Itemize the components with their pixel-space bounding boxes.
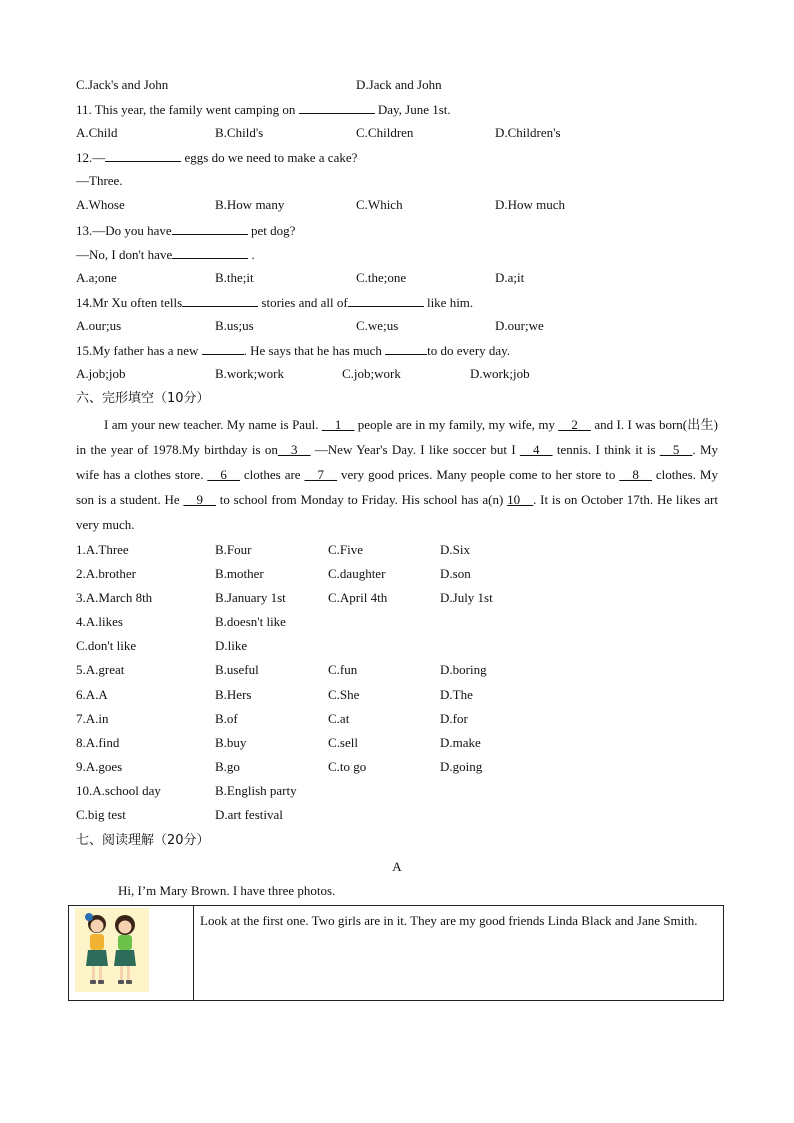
- q14-text-pre: 14.Mr Xu often tells: [76, 295, 183, 310]
- cloze-blank-3: __3__: [277, 442, 311, 457]
- q12-option-b: B.How many: [215, 197, 285, 212]
- q12-answer-line: —Three.: [76, 173, 123, 188]
- cloze-q2-option-a: 2.A.brother: [76, 566, 136, 581]
- q15-text-pre: 15.My father has a new: [76, 343, 202, 358]
- q13-line-2: [76, 246, 255, 263]
- q12-option-c: C.Which: [356, 197, 403, 212]
- cloze-text: tennis. I think it is: [552, 442, 660, 457]
- cloze-q1-option-d: D.Six: [440, 542, 470, 557]
- cloze-q8-option-b: B.buy: [215, 735, 247, 750]
- q15-option-a: A.job;job: [76, 366, 126, 381]
- cloze-blank-4: __4__: [520, 442, 553, 457]
- q12-blank: [105, 149, 181, 162]
- photo-row-1: [69, 906, 724, 1001]
- cloze-text: people are in my family, my wife, my: [354, 417, 559, 432]
- cloze-blank-10: 10__: [507, 492, 534, 507]
- cloze-q3-option-b: B.January 1st: [215, 590, 286, 605]
- cloze-text: . It is on October 17th. He likes art very much.: [76, 492, 718, 532]
- cloze-q10-option-c: C.big test: [76, 807, 126, 822]
- q15-stem: [76, 342, 510, 359]
- two-girls-icon: [69, 906, 193, 996]
- cloze-q6-option-a: 6.A.A: [76, 687, 108, 702]
- cloze-text: clothes. My son is a student. He: [76, 467, 718, 507]
- cloze-q9-option-d: D.going: [440, 759, 483, 774]
- q10-option-c: C.Jack's and John: [76, 77, 169, 92]
- q14-option-c: C.we;us: [356, 318, 399, 333]
- cloze-blank-9: __9__: [183, 492, 216, 507]
- q14-blank-2: [348, 294, 424, 307]
- q15-option-d: D.work;job: [470, 366, 530, 381]
- cloze-q10-option-a: 10.A.school day: [76, 783, 161, 798]
- q13-stem: [76, 222, 295, 239]
- cloze-q9-option-a: 9.A.goes: [76, 759, 123, 774]
- q13-blank-2: [172, 246, 248, 259]
- q11-option-c: C.Children: [356, 125, 414, 140]
- q14-text-post: like him.: [423, 295, 474, 310]
- cloze-q9-option-b: B.go: [215, 759, 240, 774]
- cloze-q8-option-c: C.sell: [328, 735, 358, 750]
- cloze-q8-option-a: 8.A.find: [76, 735, 120, 750]
- cloze-passage: [76, 412, 718, 537]
- q13-option-d: D.a;it: [495, 270, 525, 285]
- cloze-text: to school from Monday to Friday. His school has a(n): [215, 492, 508, 507]
- q13-option-a: A.a;one: [76, 270, 117, 285]
- cloze-q10-option-b: B.English party: [215, 783, 297, 798]
- section-6-title: 六、完形填空（10分）: [76, 391, 210, 406]
- photo-table: [68, 905, 724, 1001]
- cloze-q3-option-d: D.July 1st: [440, 590, 493, 605]
- q15-option-c: C.job;work: [342, 366, 401, 381]
- photo-cell: [69, 906, 194, 1001]
- cloze-q4-option-a: 4.A.likes: [76, 614, 123, 629]
- q13-line2-pre: —No, I don't have: [76, 247, 173, 262]
- cloze-q4-option-b: B.doesn't like: [215, 614, 286, 629]
- q13-text-post: pet dog?: [247, 223, 296, 238]
- q15-blank-2: [385, 342, 427, 355]
- cloze-blank-2: __2__: [558, 417, 591, 432]
- photo-description-cell: [194, 906, 724, 1001]
- cloze-q7-option-b: B.of: [215, 711, 238, 726]
- cloze-q2-option-c: C.daughter: [328, 566, 386, 581]
- q13-option-b: B.the;it: [215, 270, 254, 285]
- q11-blank: [299, 101, 375, 114]
- q11-option-a: A.Child: [76, 125, 118, 140]
- cloze-q2-option-b: B.mother: [215, 566, 264, 581]
- q13-line2-post: .: [248, 247, 255, 262]
- cloze-q6-option-d: D.The: [440, 687, 473, 702]
- q14-option-d: D.our;we: [495, 318, 544, 333]
- cloze-paragraph: [76, 412, 718, 537]
- cloze-blank-1: __1__: [321, 417, 355, 432]
- cloze-q7-option-d: D.for: [440, 711, 468, 726]
- q12-option-a: A.Whose: [76, 197, 125, 212]
- cloze-q6-option-b: B.Hers: [215, 687, 252, 702]
- q14-text-mid: stories and all of: [258, 295, 348, 310]
- q11-option-b: B.Child's: [215, 125, 264, 140]
- q15-option-b: B.work;work: [215, 366, 284, 381]
- q10-option-d: D.Jack and John: [356, 77, 442, 92]
- cloze-text: —New Year's Day. I like soccer but I: [310, 442, 521, 457]
- q12-text-pre: 12.—: [76, 150, 106, 165]
- cloze-q5-option-b: B.useful: [215, 662, 259, 677]
- cloze-q3-option-a: 3.A.March 8th: [76, 590, 153, 605]
- cloze-q1-option-c: C.Five: [328, 542, 364, 557]
- cloze-q5-option-c: C.fun: [328, 662, 358, 677]
- q11-stem: [76, 101, 451, 118]
- q12-option-d: D.How much: [495, 197, 566, 212]
- passage-label: A: [392, 859, 402, 874]
- cloze-q5-option-a: 5.A.great: [76, 662, 125, 677]
- q11-option-d: D.Children's: [495, 125, 561, 140]
- cloze-q10-option-d: D.art festival: [215, 807, 283, 822]
- q11-text-pre: 11. This year, the family went camping on: [76, 102, 299, 117]
- cloze-text: I am your new teacher. My name is Paul.: [104, 417, 322, 432]
- section-7-title: 七、阅读理解（20分）: [76, 833, 210, 848]
- cloze-q7-option-a: 7.A.in: [76, 711, 109, 726]
- q14-blank-1: [182, 294, 258, 307]
- q12-stem: [76, 149, 357, 166]
- cloze-text: clothes are: [239, 467, 305, 482]
- cloze-q9-option-c: C.to go: [328, 759, 367, 774]
- cloze-blank-5: __5__: [659, 442, 693, 457]
- q14-stem: [76, 294, 473, 311]
- reading-intro: Hi, I’m Mary Brown. I have three photos.: [118, 883, 336, 898]
- q14-option-b: B.us;us: [215, 318, 254, 333]
- cloze-text: and I. I was born(出生) in the year of 1978.My birthday is on: [76, 417, 718, 457]
- q15-blank-1: [202, 342, 244, 355]
- q15-text-post: to do every day.: [427, 343, 511, 358]
- cloze-blank-6: __6__: [207, 467, 240, 482]
- q13-option-c: C.the;one: [356, 270, 407, 285]
- cloze-q3-option-c: C.April 4th: [328, 590, 388, 605]
- q15-text-mid: . He says that he has much: [243, 343, 386, 358]
- cloze-text: very good prices. Many people come to her store to: [337, 467, 620, 482]
- cloze-blank-8: __8__: [619, 467, 652, 482]
- q12-text-post: eggs do we need to make a cake?: [181, 150, 358, 165]
- cloze-text: . My wife has a clothes store.: [76, 442, 719, 482]
- q11-text-post: Day, June 1st.: [374, 102, 451, 117]
- cloze-q2-option-d: D.son: [440, 566, 471, 581]
- cloze-q5-option-d: D.boring: [440, 662, 487, 677]
- cloze-q4-option-c: C.don't like: [76, 638, 137, 653]
- q14-option-a: A.our;us: [76, 318, 122, 333]
- cloze-q7-option-c: C.at: [328, 711, 350, 726]
- cloze-q8-option-d: D.make: [440, 735, 481, 750]
- cloze-q4-option-d: D.like: [215, 638, 248, 653]
- photo-1-description: Look at the first one. Two girls are in it. They are my good friends Linda Black and Jane Smith.: [200, 913, 698, 928]
- cloze-q1-option-a: 1.A.Three: [76, 542, 129, 557]
- q13-blank-1: [172, 222, 248, 235]
- cloze-q6-option-c: C.She: [328, 687, 360, 702]
- cloze-q1-option-b: B.Four: [215, 542, 252, 557]
- q13-text-pre: 13.—Do you have: [76, 223, 172, 238]
- cloze-blank-7: __7__: [304, 467, 338, 482]
